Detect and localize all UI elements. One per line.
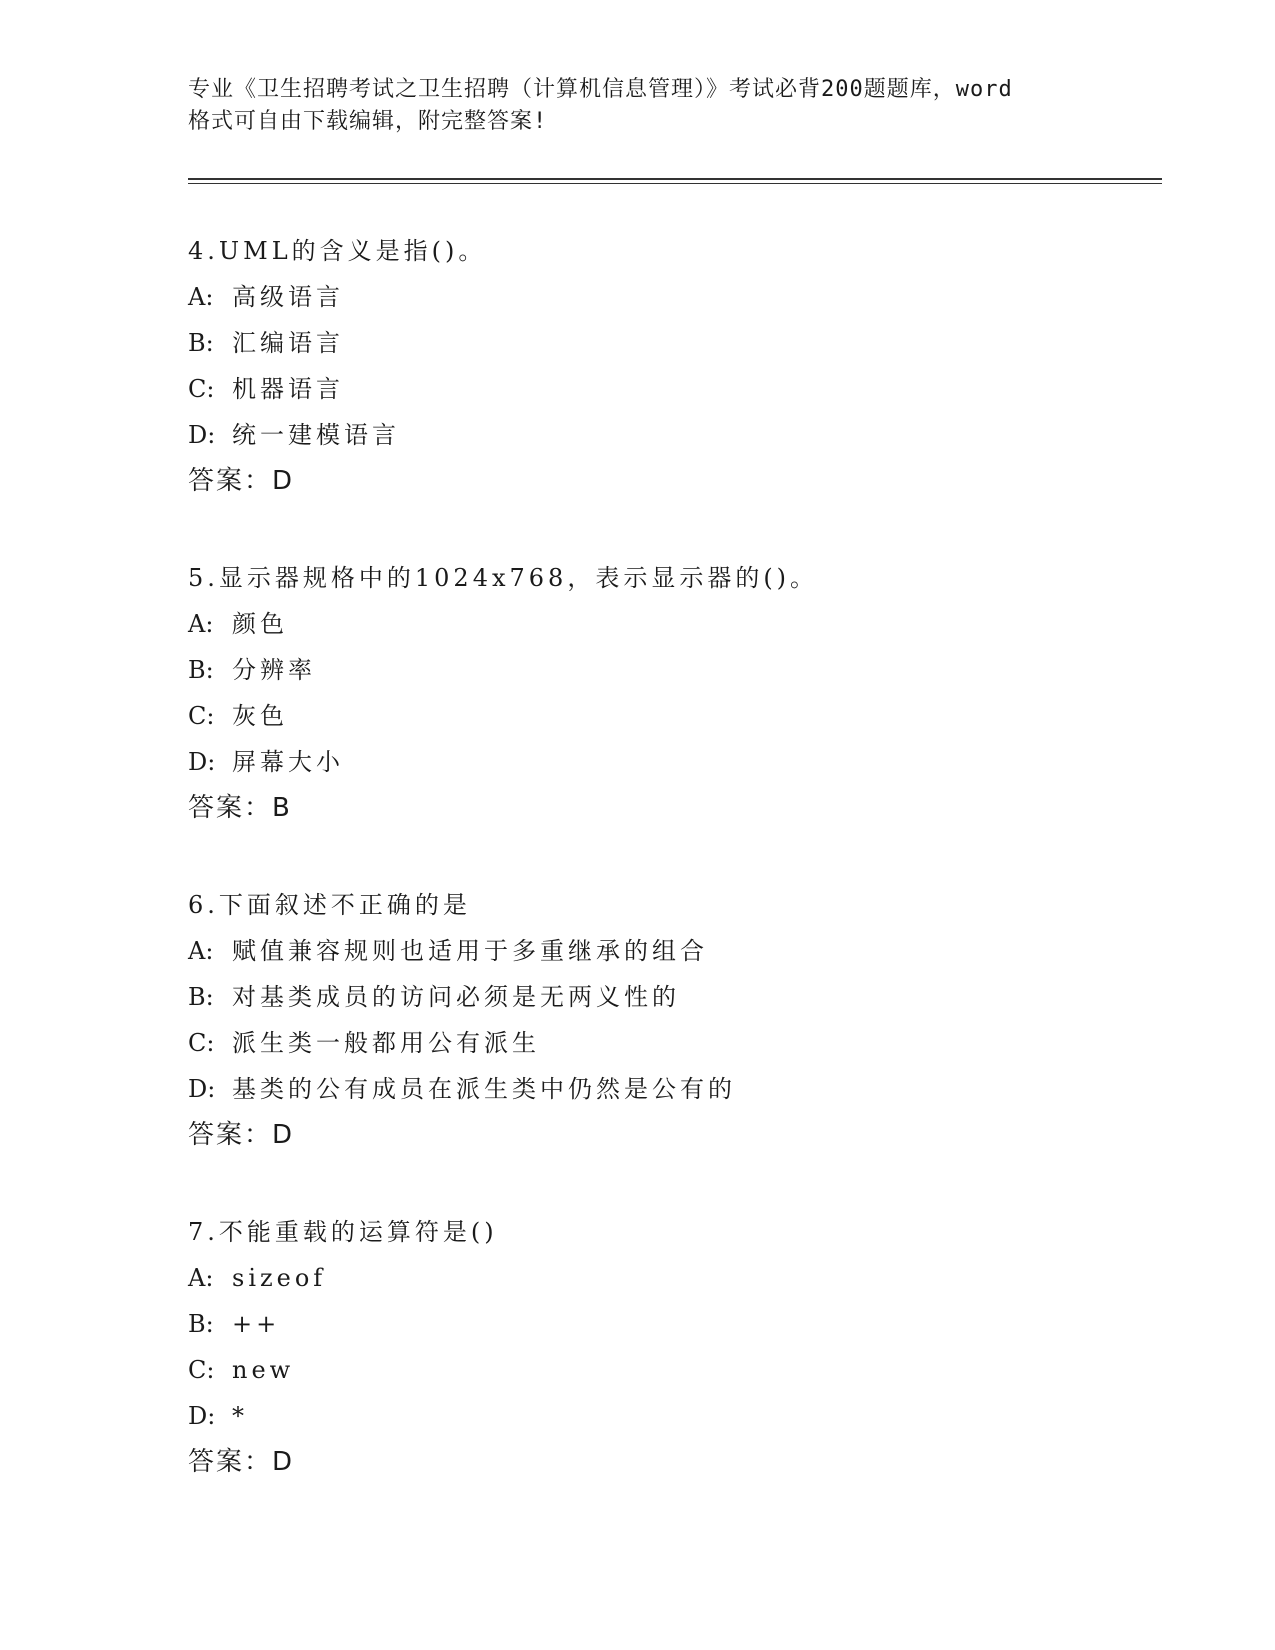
option-letter: A:	[188, 937, 214, 965]
option-b	[188, 1301, 1138, 1347]
option-text: 对基类成员的访问必须是无两义性的	[232, 983, 680, 1011]
question-stem: 6.下面叙述不正确的是	[188, 891, 471, 919]
option-letter: B:	[188, 656, 214, 684]
option-text: 赋值兼容规则也适用于多重继承的组合	[232, 937, 708, 965]
option-letter: D:	[188, 748, 216, 776]
option-text: ++	[232, 1310, 281, 1338]
option-d	[188, 1393, 1138, 1439]
document-header	[188, 74, 1088, 138]
option-letter: A:	[188, 1264, 214, 1292]
option-text: 汇编语言	[232, 329, 344, 357]
option-letter: C:	[188, 702, 215, 730]
answer-line: 答案：D	[188, 1120, 295, 1150]
option-b	[188, 320, 1138, 366]
header-line-2: 格式可自由下载编辑，附完整答案!	[188, 109, 548, 134]
option-letter: A:	[188, 283, 214, 311]
option-c	[188, 1020, 1138, 1066]
answer-line: 答案：B	[188, 793, 292, 823]
question-stem: 7.不能重载的运算符是()	[188, 1218, 498, 1246]
question-block	[188, 228, 1138, 504]
option-letter: D:	[188, 421, 216, 449]
option-a	[188, 1255, 1138, 1301]
option-text: 高级语言	[232, 283, 344, 311]
option-text: 灰色	[232, 702, 288, 730]
option-a	[188, 601, 1138, 647]
option-text: 派生类一般都用公有派生	[232, 1029, 540, 1057]
option-d	[188, 739, 1138, 785]
question-block	[188, 1209, 1138, 1485]
option-letter: C:	[188, 1029, 215, 1057]
option-text: 机器语言	[232, 375, 344, 403]
question-block	[188, 882, 1138, 1158]
option-b	[188, 974, 1138, 1020]
option-letter: B:	[188, 983, 214, 1011]
header-divider-bottom	[188, 183, 1162, 184]
option-text: 屏幕大小	[232, 748, 344, 776]
option-letter: A:	[188, 610, 214, 638]
option-d	[188, 1066, 1138, 1112]
question-stem: 4.UML的含义是指()。	[188, 237, 487, 265]
option-text: 颜色	[232, 610, 288, 638]
option-text: *	[232, 1402, 248, 1430]
answer-line: 答案：D	[188, 1447, 295, 1477]
option-c	[188, 366, 1138, 412]
header-line-1: 专业《卫生招聘考试之卫生招聘（计算机信息管理）》考试必背200题题库，word	[188, 77, 1013, 102]
option-letter: D:	[188, 1402, 216, 1430]
option-a	[188, 928, 1138, 974]
option-text: 分辨率	[232, 656, 316, 684]
answer-line: 答案：D	[188, 466, 295, 496]
option-c	[188, 693, 1138, 739]
question-stem: 5.显示器规格中的1024x768，表示显示器的()。	[188, 564, 819, 592]
option-letter: C:	[188, 375, 215, 403]
option-c	[188, 1347, 1138, 1393]
question-block	[188, 555, 1138, 831]
option-text: sizeof	[232, 1264, 327, 1292]
option-letter: B:	[188, 329, 214, 357]
option-text: 基类的公有成员在派生类中仍然是公有的	[232, 1075, 736, 1103]
option-b	[188, 647, 1138, 693]
option-text: new	[232, 1356, 295, 1384]
option-d	[188, 412, 1138, 458]
header-divider-top	[188, 178, 1162, 180]
option-text: 统一建模语言	[232, 421, 400, 449]
option-letter: D:	[188, 1075, 216, 1103]
option-letter: B:	[188, 1310, 214, 1338]
option-a	[188, 274, 1138, 320]
option-letter: C:	[188, 1356, 215, 1384]
